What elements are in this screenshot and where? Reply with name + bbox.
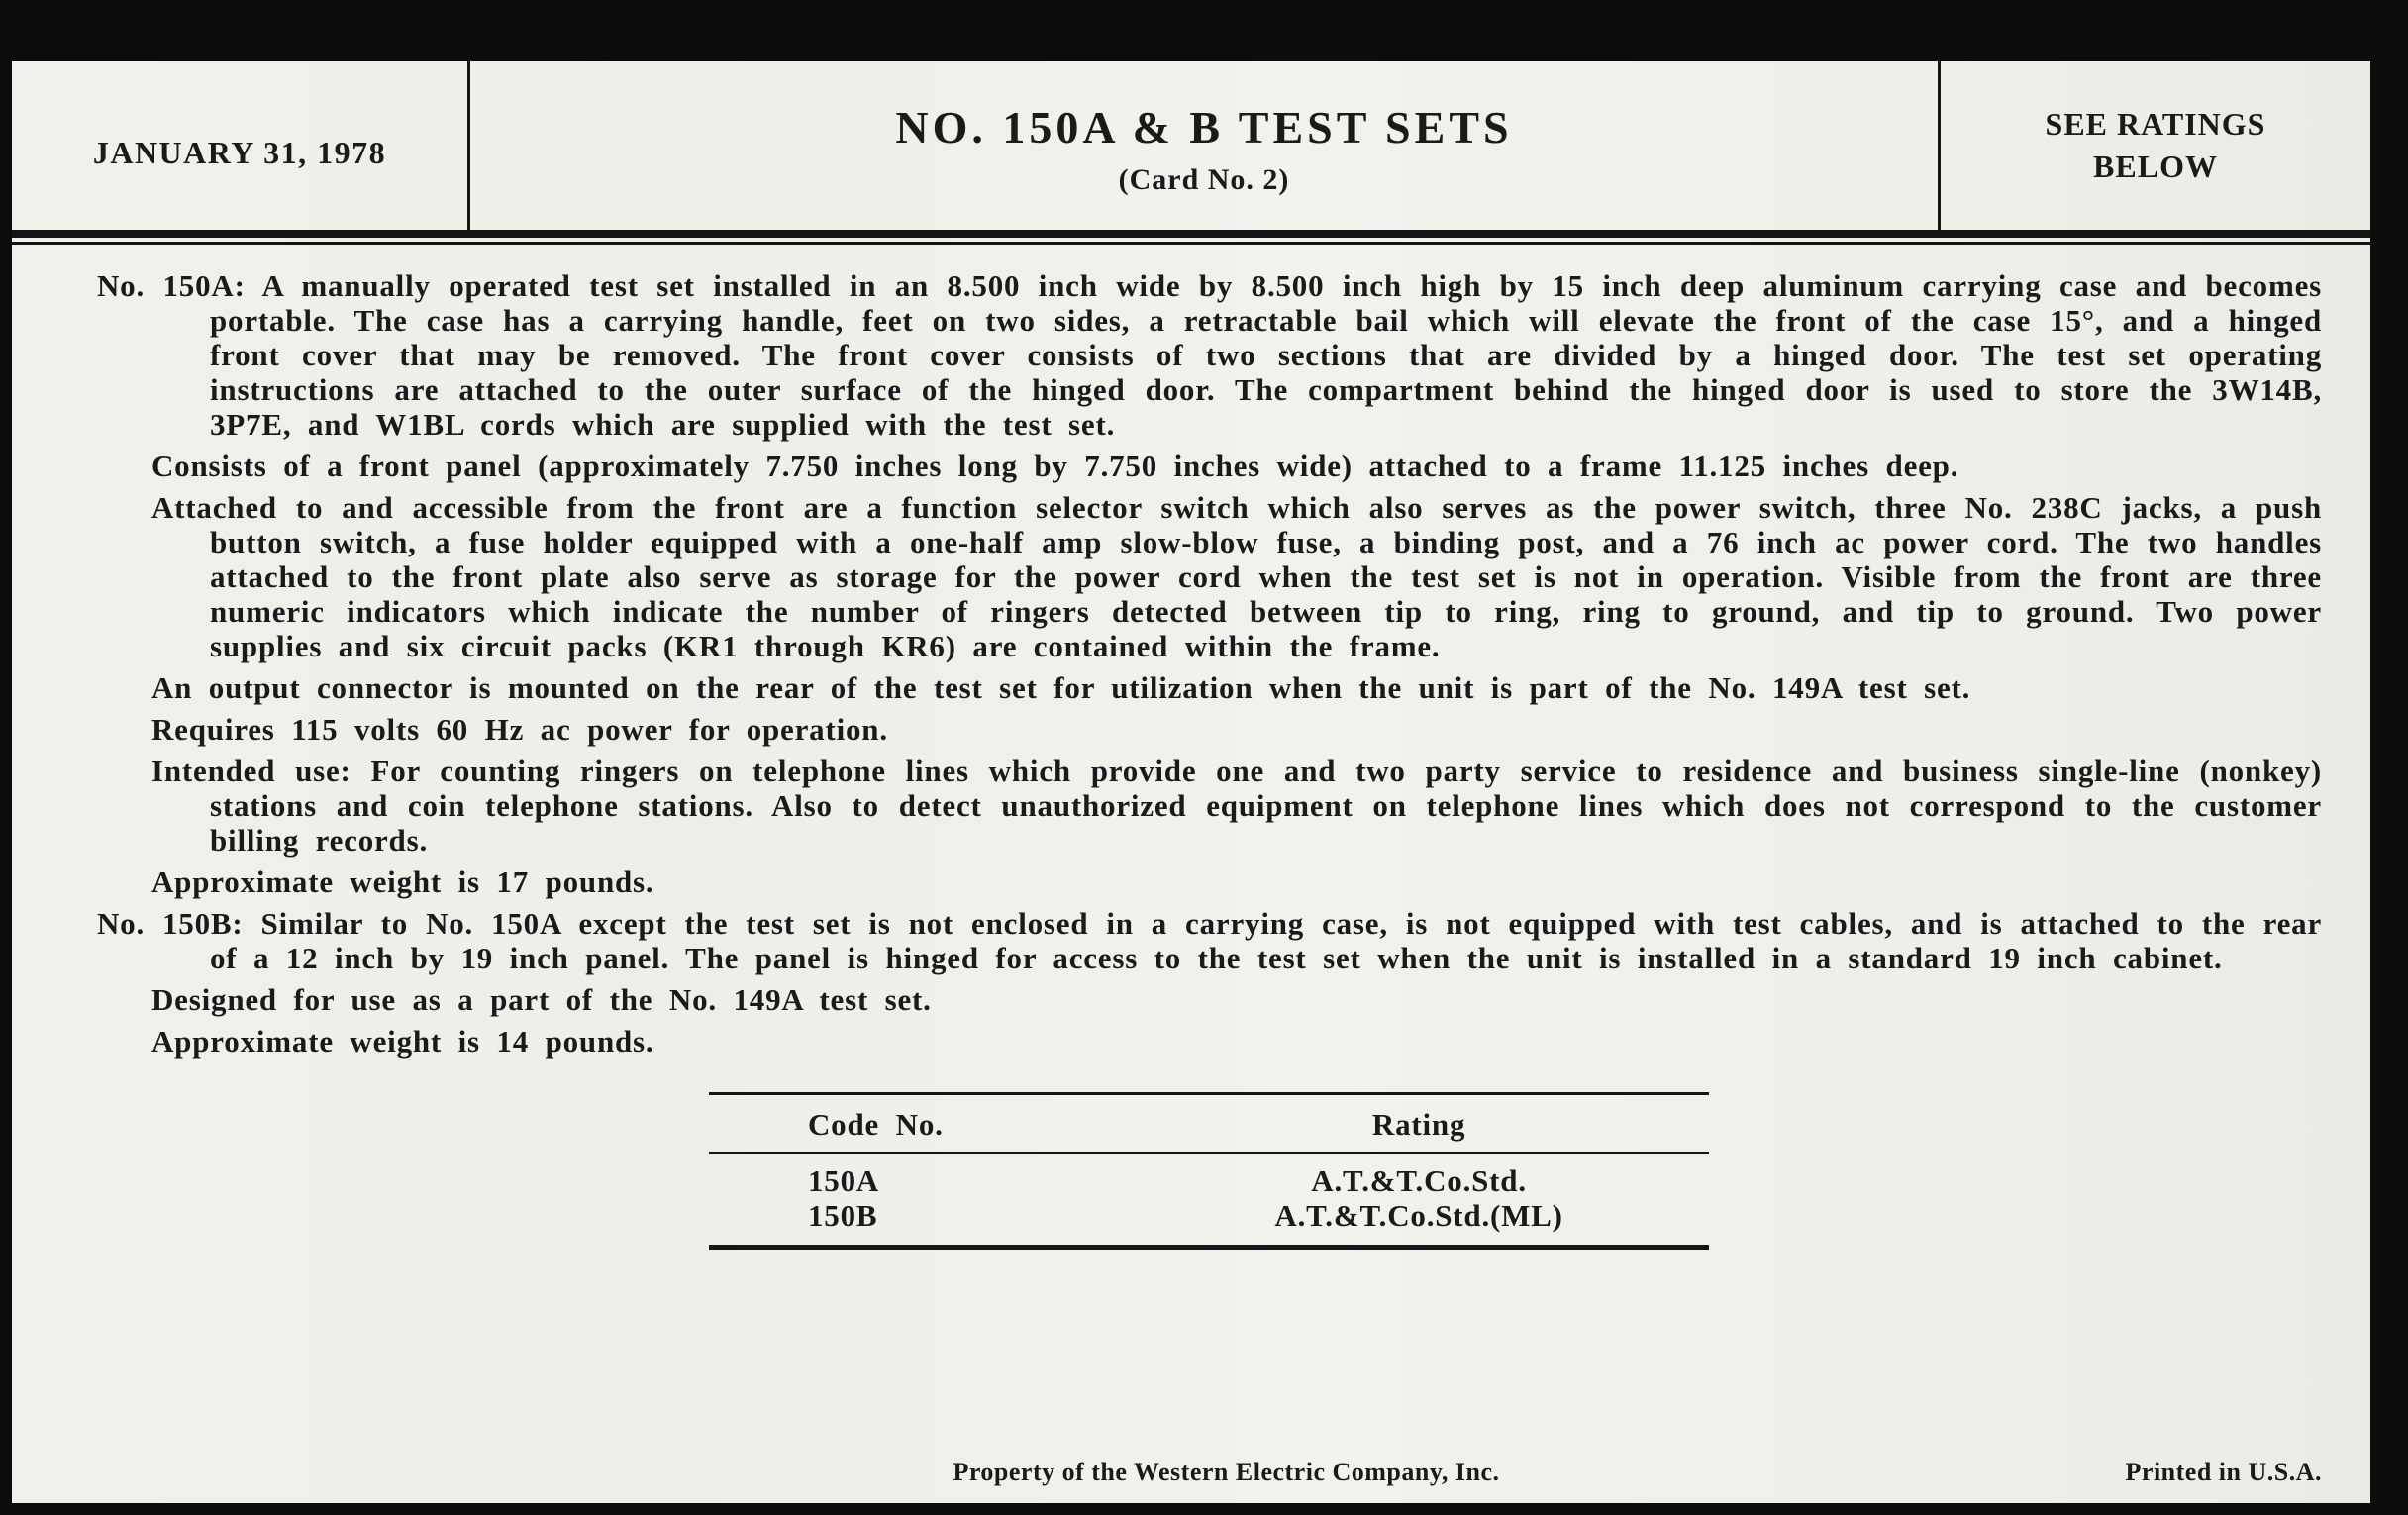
paragraph-150a-intended-use — [12, 754, 2322, 858]
card-number: (Card No. 2) — [1118, 162, 1290, 196]
paragraph-150a-output-connector — [12, 670, 2322, 705]
paragraph-150b-weight — [12, 1024, 2322, 1059]
table-cell-code: 150A — [808, 1163, 880, 1198]
document-title: NO. 150A & B TEST SETS — [895, 101, 1513, 152]
header-rule — [12, 230, 2370, 245]
document-paper — [12, 61, 2370, 1503]
paragraph-150a-panel — [12, 449, 2322, 483]
printed-in-usa: Printed in U.S.A. — [2125, 1458, 2322, 1486]
paragraph-text: Similar to No. 150A except the test set is not enclosed in a carrying case, is not equipped with test cables, and is attached to the rear of a 12 inch by 19 inch panel. The panel is hinged for access to the test set when the unit is installed in a standard 19 inch cabinet. — [210, 906, 2323, 975]
document-footer — [131, 1458, 2322, 1487]
paragraph-lead: No. 150A: — [97, 268, 246, 303]
table-cell-rating: A.T.&T.Co.Std. — [1311, 1163, 1527, 1198]
ratings-note-line1: SEE RATINGS — [2045, 105, 2266, 142]
document-header — [12, 61, 2370, 230]
paragraph-text: A manually operated test set installed in an 8.500 inch wide by 8.500 inch high by 15 inch deep aluminum carrying case and becomes portable. The case has a carrying handle, feet on two sides, a retractable bail which will elevate the front of the case 15°, and a hinged front cover that may be removed. The front cover consists of two sections that are divided by a hinged door. The test set operating instructions are attached to the outer surface of the hinged door. The compartment behind the hinged door is used to store the 3W14B, 3P7E, and W1BL cords which are supplied with the test set. — [210, 268, 2322, 442]
paragraph-text: Designed for use as a part of the No. 149A test set. — [151, 982, 932, 1017]
ratings-note — [1941, 61, 2370, 230]
property-notice: Property of the Western Electric Company, Inc. — [953, 1458, 1500, 1486]
ratings-table — [709, 1092, 1709, 1250]
table-row-150b — [709, 1198, 1709, 1233]
ratings-note-line2: BELOW — [2093, 149, 2218, 184]
paragraph-150b-description — [12, 906, 2322, 975]
paragraph-150a-front-controls — [12, 490, 2322, 663]
ratings-table-body — [709, 1154, 1709, 1250]
paragraph-text: An output connector is mounted on the rear of the test set for utilization when the unit is part of the No. 149A test set. — [151, 670, 1971, 705]
header-date-cell — [12, 61, 467, 230]
table-header-rating: Rating — [1371, 1107, 1466, 1142]
paragraph-150b-use — [12, 982, 2322, 1017]
table-cell-code: 150B — [808, 1198, 878, 1233]
paragraph-150a-description — [12, 268, 2322, 442]
paragraph-text: Approximate weight is 17 pounds. — [151, 864, 654, 899]
paragraph-text: Intended use: For counting ringers on telephone lines which provide one and two party service to residence and business single-line (nonkey) stations and coin telephone stations. Also to detect unauthorized equipment on telephone lines which does not correspond to the customer billing records. — [151, 754, 2322, 858]
table-row-150a — [709, 1163, 1709, 1198]
table-header-code: Code No. — [808, 1107, 944, 1142]
paragraph-150a-power-requirement — [12, 712, 2322, 747]
paragraph-text: Approximate weight is 14 pounds. — [151, 1024, 654, 1059]
paragraph-lead: No. 150B: — [97, 906, 244, 941]
table-cell-rating: A.T.&T.Co.Std.(ML) — [1274, 1198, 1563, 1233]
paragraph-text: Requires 115 volts 60 Hz ac power for operation. — [151, 712, 888, 747]
ratings-table-header-row — [709, 1092, 1709, 1154]
paragraph-150a-weight — [12, 864, 2322, 899]
paragraph-text: Consists of a front panel (approximately 7.750 inches long by 7.750 inches wide) attached to a frame 11.125 inches deep. — [151, 449, 1959, 483]
document-date: JANUARY 31, 1978 — [92, 134, 387, 170]
header-title-cell — [467, 61, 1941, 230]
document-body — [12, 268, 2370, 1250]
paragraph-text: Attached to and accessible from the front are a function selector switch which also serves as the power switch, three No. 238C jacks, a push button switch, a fuse holder equipped with a one-half amp slow-blow fuse, a binding post, and a 76 inch ac power cord. The two handles attached to the front plate also serve as storage for the power cord when the test set is not in operation. Visible from the front are three numeric indicators which indicate the number of ringers detected between tip to ring, ring to ground, and tip to ground. Two power supplies and six circuit packs (KR1 through KR6) are contained within the frame. — [151, 490, 2322, 663]
